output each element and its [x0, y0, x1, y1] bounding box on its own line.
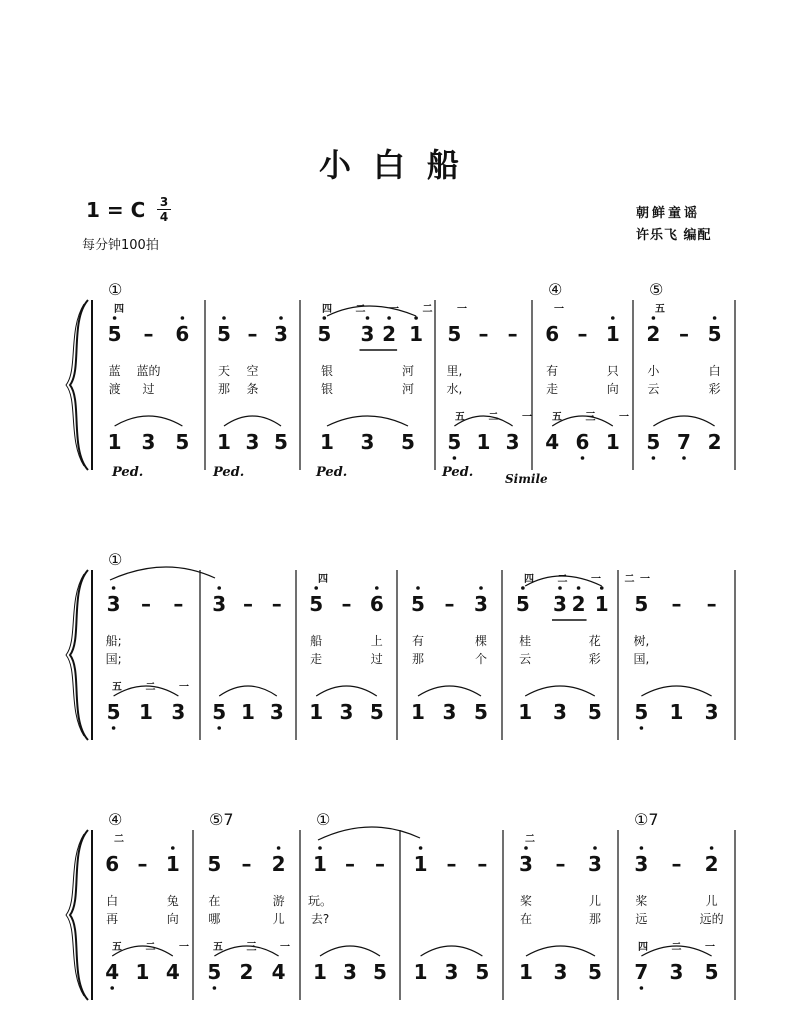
melody-fingering: 二	[114, 834, 134, 845]
octave-dot-high	[217, 586, 221, 590]
melody-note: 6	[545, 322, 560, 346]
melody-note: 2	[704, 852, 719, 876]
bass-note: 2	[239, 960, 254, 984]
lyric-verse-2: 银	[320, 382, 333, 396]
melody-note: 2	[271, 852, 286, 876]
melody-tie	[318, 827, 420, 840]
melody-fingering: 四 二 一 二	[322, 304, 443, 315]
melody-note: 5	[207, 852, 222, 876]
lyric-verse-1: 兔	[166, 894, 179, 908]
lyric-verse-2: 国,	[633, 652, 650, 666]
melody-note: 3	[553, 592, 567, 616]
octave-dot-high	[414, 316, 418, 320]
melody-note: 5	[515, 592, 530, 616]
bass-slur	[320, 946, 380, 956]
melody-note: 5	[447, 322, 462, 346]
octave-dot-low	[110, 986, 114, 990]
bass-note: 1	[476, 430, 491, 454]
lyric-verse-1: 船	[310, 634, 323, 648]
lyric-verse-2: 走	[310, 652, 323, 666]
bass-note: 3	[669, 960, 684, 984]
lyric-verse-1: 游	[272, 894, 285, 908]
bass-note: 5	[587, 700, 602, 724]
lyric-verse-1: 玩。	[307, 894, 332, 908]
melody-note: 3	[634, 852, 649, 876]
meter-top: 3	[159, 195, 169, 209]
octave-dot-high	[419, 846, 423, 850]
melody-note: –	[173, 592, 184, 616]
octave-dot-high	[112, 586, 116, 590]
octave-dot-low	[112, 726, 116, 730]
bass-note: 1	[411, 700, 425, 724]
octave-dot-high	[652, 316, 656, 320]
bass-slur	[327, 416, 408, 426]
pedal-mark: Ped.	[316, 465, 348, 480]
melody-note: –	[137, 852, 148, 876]
bass-note: 3	[360, 430, 375, 454]
melody-fingering: 一	[640, 574, 660, 585]
lyric-verse-2: 向	[606, 382, 619, 396]
octave-dot-low	[217, 726, 221, 730]
octave-dot-high	[318, 846, 322, 850]
bass-fingering: 五 三 一	[552, 412, 639, 423]
melody-note: 1	[165, 852, 180, 876]
melody-note: –	[679, 322, 689, 346]
melody-note: 5	[309, 592, 324, 616]
lyric-verse-1: 小	[647, 364, 660, 378]
key-signature: 1 = C	[86, 198, 146, 222]
melody-note: 2	[646, 322, 661, 346]
melody-note: –	[247, 322, 258, 346]
bass-note: 1	[518, 700, 533, 724]
measure-rehearsal-mark: ④	[108, 810, 123, 829]
lyric-verse-1: 蓝	[108, 364, 121, 378]
bass-note: 3	[553, 960, 568, 984]
staff-brace-inner	[66, 574, 84, 736]
melody-note: 1	[409, 322, 424, 346]
bass-note: 3	[442, 700, 457, 724]
melody-note: 3	[274, 322, 288, 346]
bass-note: 3	[343, 960, 357, 984]
melody-note: –	[671, 592, 682, 616]
octave-dot-high	[593, 846, 597, 850]
lyric-verse-2: 河	[401, 382, 414, 396]
lyric-verse-2: 再	[106, 912, 119, 926]
bass-slur	[316, 686, 377, 696]
lyric-verse-1: 船;	[105, 634, 122, 648]
bass-slur	[418, 686, 481, 696]
melody-fingering: 二	[525, 834, 545, 845]
bass-note: 5	[704, 960, 719, 984]
song-origin: 朝鲜童谣	[636, 206, 701, 221]
bass-note: 1	[605, 430, 620, 454]
lyric-verse-1: 桨	[519, 894, 532, 908]
lyric-verse-2: 去?	[310, 912, 330, 926]
lyric-verse-2: 过	[370, 652, 383, 666]
bass-note: 5	[447, 430, 462, 454]
measure-rehearsal-mark: ④	[548, 280, 563, 299]
bass-note: 3	[704, 700, 719, 724]
melody-note: 3	[519, 852, 533, 876]
octave-dot-high	[479, 586, 483, 590]
bass-note: 1	[241, 700, 255, 724]
octave-dot-high	[222, 316, 226, 320]
octave-dot-high	[710, 846, 714, 850]
lyric-verse-2: 走	[546, 382, 559, 396]
octave-dot-low	[640, 726, 644, 730]
bass-note: 1	[519, 960, 533, 984]
melody-fingering: 一	[554, 304, 574, 315]
melody-note: –	[671, 852, 682, 876]
bass-note: 5	[401, 430, 415, 454]
bass-note: 2	[707, 430, 722, 454]
staff-brace-inner	[66, 304, 84, 466]
lyric-verse-1: 只	[606, 364, 619, 378]
melody-note: 5	[634, 592, 649, 616]
octave-dot-high	[713, 316, 717, 320]
melody-note: –	[375, 852, 385, 876]
bass-fingering: 五 二 一	[112, 682, 199, 693]
melody-note: 5	[217, 322, 231, 346]
lyric-verse-2: 哪	[208, 912, 221, 926]
melody-note: 3	[474, 592, 488, 616]
lyric-verse-2: 那	[411, 652, 424, 666]
bass-slur	[219, 686, 277, 696]
octave-dot-high	[366, 316, 370, 320]
lyric-verse-2: 那	[588, 912, 601, 926]
pedal-mark: Ped.	[442, 465, 474, 480]
octave-dot-high	[521, 586, 525, 590]
simile-marking: Simile	[505, 472, 548, 486]
lyric-verse-1: 河	[401, 364, 414, 378]
octave-dot-high	[640, 846, 644, 850]
melody-fingering: 四	[318, 574, 338, 585]
bass-fingering: 五 三 一	[213, 942, 300, 953]
melody-note: –	[577, 322, 588, 346]
measure-rehearsal-mark: ⑤7	[209, 810, 234, 829]
octave-dot-low	[453, 456, 457, 460]
bass-note: 4	[165, 960, 180, 984]
melody-note: –	[478, 322, 489, 346]
melody-note: –	[141, 592, 151, 616]
melody-note: 3	[106, 592, 121, 616]
lyric-verse-1: 里,	[446, 364, 463, 378]
pedal-mark: Ped.	[112, 465, 144, 480]
measure-rehearsal-mark: ⑤	[649, 280, 664, 299]
octave-dot-low	[682, 456, 686, 460]
pedal-mark: Ped.	[213, 465, 245, 480]
bass-note: 4	[271, 960, 286, 984]
tempo-marking: 每分钟100拍	[82, 238, 159, 253]
bass-fingering: 四 二 一	[638, 942, 725, 953]
lyric-verse-2: 个	[474, 652, 487, 666]
bass-slur	[526, 946, 595, 956]
melody-note: 1	[413, 852, 428, 876]
melody-note: –	[446, 852, 457, 876]
octave-dot-high	[279, 316, 283, 320]
melody-note: –	[243, 592, 253, 616]
octave-dot-high	[113, 316, 117, 320]
bass-slur	[653, 416, 714, 426]
lyric-verse-1: 棵	[474, 634, 487, 648]
octave-dot-high	[323, 316, 327, 320]
lyric-verse-2: 在	[519, 912, 532, 926]
lyric-verse-2: 国;	[105, 652, 122, 666]
melody-note: –	[444, 592, 455, 616]
measure-rehearsal-mark: ①	[108, 280, 123, 299]
staff-brace	[70, 570, 88, 740]
melody-note: –	[341, 592, 352, 616]
lyric-verse-2: 过	[142, 382, 155, 396]
bass-note: 5	[373, 960, 387, 984]
melody-tie	[110, 567, 215, 580]
melody-note: 2	[571, 592, 586, 616]
octave-dot-high	[375, 586, 379, 590]
lyric-verse-1: 空	[246, 364, 259, 378]
bass-slur	[224, 416, 281, 426]
melody-fingering: 四 二 一 二	[524, 574, 645, 585]
melody-note: 1	[605, 322, 620, 346]
lyric-verse-2: 向	[166, 912, 179, 926]
octave-dot-high	[387, 316, 391, 320]
melody-note: 2	[382, 322, 397, 346]
bass-fingering: 五 二 一	[112, 942, 199, 953]
bass-note: 1	[669, 700, 684, 724]
bass-note: 5	[474, 700, 488, 724]
lyric-verse-2: 彩	[588, 652, 601, 666]
melody-note: –	[143, 322, 154, 346]
melody-note: 5	[707, 322, 722, 346]
bass-slur	[525, 686, 595, 696]
melody-note: –	[507, 322, 518, 346]
bass-note: 1	[320, 430, 334, 454]
octave-dot-high	[416, 586, 420, 590]
lyric-verse-1: 花	[588, 634, 601, 648]
melody-note: 1	[594, 592, 609, 616]
bass-note: 5	[646, 430, 661, 454]
bass-note: 5	[106, 700, 121, 724]
octave-dot-high	[611, 316, 615, 320]
bass-note: 3	[245, 430, 260, 454]
melody-note: –	[555, 852, 566, 876]
lyric-verse-1: 有	[546, 364, 559, 378]
bass-note: 7	[634, 960, 649, 984]
lyric-verse-1: 上	[370, 634, 383, 648]
bass-note: 7	[677, 430, 691, 454]
melody-note: 5	[317, 322, 332, 346]
bass-note: 4	[105, 960, 120, 984]
lyric-verse-2: 那	[217, 382, 230, 396]
melody-note: 3	[588, 852, 602, 876]
melody-note: –	[241, 852, 252, 876]
lyric-verse-1: 银	[320, 364, 333, 378]
staff-brace	[70, 830, 88, 1000]
staff-brace-inner	[66, 834, 84, 996]
lyric-verse-1: 桨	[635, 894, 648, 908]
lyric-verse-2: 儿	[272, 912, 285, 926]
bass-note: 3	[339, 700, 354, 724]
bass-note: 3	[141, 430, 156, 454]
bass-slur	[641, 686, 711, 696]
lyric-verse-2: 水,	[446, 382, 463, 396]
lyric-verse-1: 有	[411, 634, 424, 648]
lyric-verse-2: 云	[519, 652, 532, 666]
octave-dot-high	[600, 586, 604, 590]
bass-note: 1	[413, 960, 428, 984]
bass-note: 5	[207, 960, 222, 984]
bass-slur	[115, 416, 183, 426]
measure-rehearsal-mark: ①	[316, 810, 331, 829]
lyric-verse-2: 远的	[699, 912, 724, 926]
melody-fingering: 五	[655, 304, 675, 315]
melody-note: 5	[107, 322, 122, 346]
lyric-verse-1: 白	[106, 894, 119, 908]
melody-note: 6	[175, 322, 190, 346]
measure-rehearsal-mark: ①	[108, 550, 123, 569]
bass-note: 4	[545, 430, 560, 454]
lyric-verse-2: 彩	[708, 382, 721, 396]
bass-note: 5	[212, 700, 227, 724]
octave-dot-high	[171, 846, 175, 850]
melody-fingering: 四	[114, 304, 134, 315]
bass-note: 6	[575, 430, 590, 454]
melody-note: 6	[369, 592, 384, 616]
lyric-verse-2: 条	[246, 382, 259, 396]
bass-note: 1	[107, 430, 122, 454]
octave-dot-high	[524, 846, 528, 850]
bass-slur	[421, 946, 483, 956]
lyric-verse-1: 桂	[519, 634, 532, 648]
bass-note: 3	[505, 430, 520, 454]
bass-note: 3	[553, 700, 567, 724]
lyric-verse-2: 云	[647, 382, 660, 396]
bass-note: 3	[269, 700, 284, 724]
lyric-verse-1: 儿	[705, 894, 718, 908]
bass-note: 5	[274, 430, 288, 454]
melody-note: –	[345, 852, 355, 876]
bass-note: 5	[369, 700, 384, 724]
octave-dot-high	[181, 316, 185, 320]
melody-fingering: 一	[457, 304, 477, 315]
octave-dot-low	[581, 456, 585, 460]
lyric-verse-1: 树,	[633, 634, 650, 648]
lyric-verse-1: 儿	[588, 894, 601, 908]
bass-note: 5	[175, 430, 190, 454]
lyric-verse-2: 远	[635, 912, 648, 926]
bass-note: 3	[171, 700, 186, 724]
octave-dot-low	[640, 986, 644, 990]
octave-dot-high	[314, 586, 318, 590]
melody-note: 5	[411, 592, 425, 616]
bass-note: 5	[475, 960, 490, 984]
octave-dot-low	[213, 986, 217, 990]
octave-dot-high	[277, 846, 281, 850]
lyric-verse-1: 天	[217, 364, 230, 378]
bass-note: 1	[309, 700, 324, 724]
staff-brace	[70, 300, 88, 470]
bass-note: 3	[444, 960, 459, 984]
melody-note: –	[271, 592, 282, 616]
meter-bottom: 4	[159, 210, 169, 224]
melody-note: 3	[360, 322, 375, 346]
measure-rehearsal-mark: ①7	[634, 810, 659, 829]
bass-note: 5	[634, 700, 649, 724]
bass-note: 1	[139, 700, 153, 724]
bass-fingering: 五 二 一	[455, 412, 542, 423]
bass-note: 5	[588, 960, 602, 984]
song-title: 小白船	[318, 146, 481, 184]
arranger-credit: 许乐飞 编配	[636, 228, 712, 243]
melody-note: 3	[212, 592, 227, 616]
bass-note: 1	[135, 960, 150, 984]
lyric-verse-1: 白	[708, 364, 721, 378]
melody-note: –	[477, 852, 488, 876]
octave-dot-low	[652, 456, 656, 460]
lyric-verse-2: 渡	[108, 382, 121, 396]
octave-dot-high	[577, 586, 581, 590]
melody-note: 1	[313, 852, 327, 876]
octave-dot-high	[558, 586, 562, 590]
melody-note: 6	[105, 852, 120, 876]
lyric-verse-1: 在	[208, 894, 221, 908]
melody-note: –	[706, 592, 717, 616]
lyric-verse-1: 蓝的	[136, 364, 161, 378]
bass-note: 1	[217, 430, 231, 454]
bass-note: 1	[313, 960, 327, 984]
